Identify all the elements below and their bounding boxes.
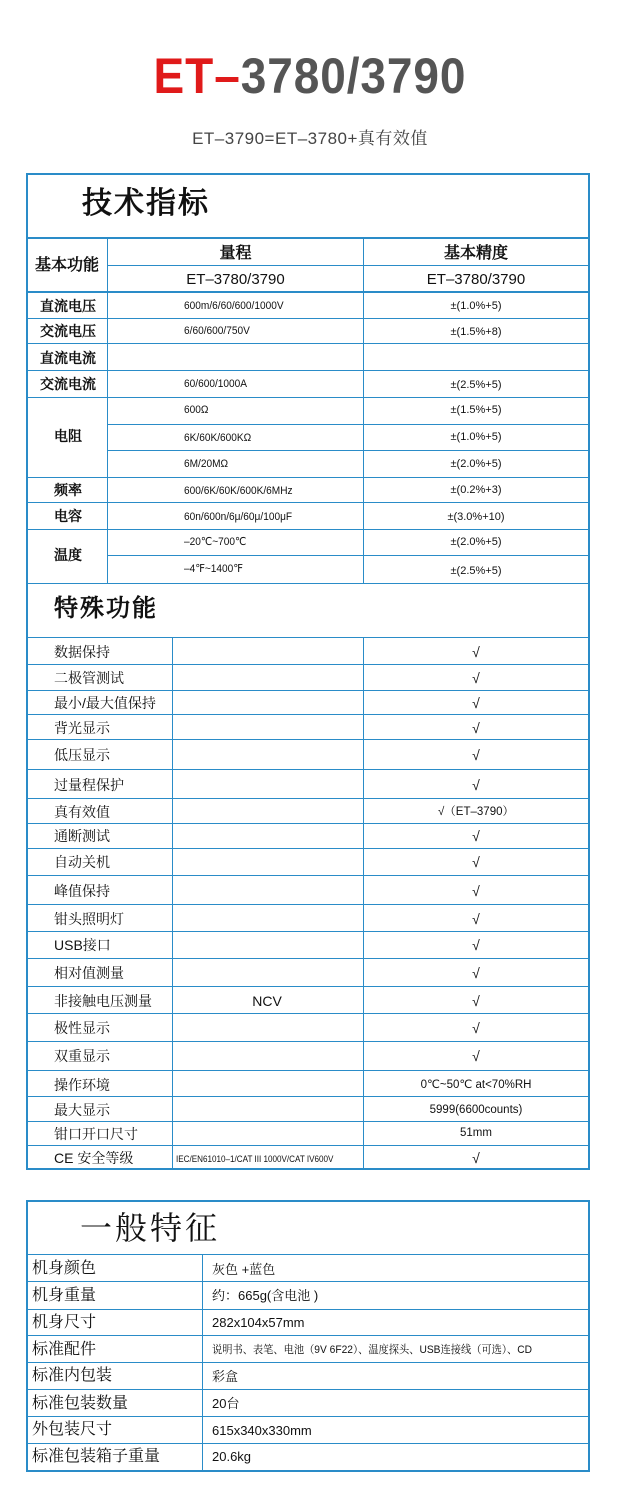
spec-range-capacitance: 60n/600n/6μ/60μ/100μF bbox=[184, 511, 293, 523]
spec-section-title: 技术指标 bbox=[82, 187, 210, 220]
general-label-box-weight: 标准包装箱子重量 bbox=[32, 1448, 161, 1465]
special-section-title: 特殊功能 bbox=[54, 595, 158, 622]
feature-label: 二极管测试 bbox=[54, 670, 124, 686]
feature-label: 过量程保护 bbox=[54, 777, 124, 793]
feature-label: 数据保持 bbox=[54, 644, 110, 660]
feature-check: √ bbox=[472, 670, 480, 686]
feature-label: 背光显示 bbox=[54, 720, 110, 736]
spec-accuracy-capacitance: ±(3.0%+10) bbox=[447, 511, 505, 523]
general-value-outer-size: 615x340x330mm bbox=[212, 1423, 312, 1438]
accuracy-model: ET–3780/3790 bbox=[426, 271, 526, 288]
spec-accuracy-resistance-1: ±(1.5%+5) bbox=[450, 404, 502, 416]
feature-label: 极性显示 bbox=[54, 1020, 110, 1036]
general-value-inner-package: 彩盒 bbox=[212, 1369, 239, 1384]
product-title bbox=[25, 44, 595, 108]
general-section-title: 一般特征 bbox=[80, 1210, 221, 1246]
row-line bbox=[28, 931, 588, 932]
general-label-size: 机身尺寸 bbox=[32, 1314, 97, 1331]
feature-label: CE 安全等级 bbox=[54, 1150, 134, 1166]
feature-label: 最大显示 bbox=[54, 1102, 110, 1118]
row-line bbox=[28, 958, 588, 959]
row-line bbox=[28, 848, 588, 849]
feature-check: √ bbox=[472, 937, 480, 953]
row-line bbox=[28, 1013, 588, 1014]
general-label-inner-package: 标准内包装 bbox=[32, 1367, 113, 1384]
row-line bbox=[28, 343, 588, 344]
feature-label: 峰值保持 bbox=[54, 883, 110, 899]
feature-label: 钳头照明灯 bbox=[54, 911, 124, 927]
product-subtitle: ET–3790=ET–3780+真有效值 bbox=[192, 129, 428, 148]
range-model: ET–3780/3790 bbox=[186, 271, 285, 288]
feature-label: 最小/最大值保持 bbox=[54, 695, 156, 711]
row-line bbox=[108, 424, 588, 425]
ncv-note: NCV bbox=[252, 993, 282, 1009]
row-line bbox=[28, 318, 588, 319]
row-line bbox=[28, 1121, 588, 1122]
general-value-accessories: 说明书、表笔、电池（9V 6F22）、温度探头、USB连接线（可选）、CD bbox=[212, 1344, 533, 1356]
feature-label: 操作环境 bbox=[54, 1077, 110, 1093]
feature-check: √ bbox=[472, 644, 480, 660]
feature-check: √ bbox=[472, 747, 480, 763]
general-top-line bbox=[28, 1254, 588, 1255]
spec-accuracy-ac-current: ±(2.5%+5) bbox=[450, 379, 502, 391]
row-line bbox=[28, 1335, 588, 1336]
header-mid-line bbox=[108, 265, 588, 266]
spec-label-ac-voltage: 交流电压 bbox=[40, 323, 96, 339]
spec-range-ac-voltage: 6/60/600/750V bbox=[184, 325, 250, 337]
row-line bbox=[108, 450, 588, 451]
spec-accuracy-resistance-2: ±(1.0%+5) bbox=[450, 431, 502, 443]
general-label-weight: 机身重量 bbox=[32, 1287, 97, 1304]
feature-check: √ bbox=[472, 965, 480, 981]
title-model: 3780/3790 bbox=[240, 48, 467, 104]
row-line bbox=[28, 1281, 588, 1282]
spec-label-resistance: 电阻 bbox=[54, 428, 82, 444]
spec-range-resistance-3: 6M/20MΩ bbox=[184, 458, 229, 470]
feature-label: 相对值测量 bbox=[54, 965, 124, 981]
general-value-weight: 约：665g(含电池 ) bbox=[212, 1288, 319, 1303]
spec-accuracy-temperature-c: ±(2.0%+5) bbox=[450, 536, 502, 548]
row-line bbox=[28, 477, 588, 478]
spec-label-capacitance: 电容 bbox=[54, 508, 82, 524]
feature-label: 双重显示 bbox=[54, 1048, 110, 1064]
feature-label: USB接口 bbox=[54, 937, 111, 953]
spec-bottom-line bbox=[26, 1168, 590, 1170]
feature-check: √ bbox=[472, 1020, 480, 1036]
feature-check: √ bbox=[472, 883, 480, 899]
row-line bbox=[28, 664, 588, 665]
row-line bbox=[28, 1096, 588, 1097]
row-line bbox=[28, 823, 588, 824]
spec-range-temperature-c: –20℃~700℃ bbox=[184, 536, 247, 548]
spec-header-top-line bbox=[26, 237, 590, 239]
spec-label-dc-current: 直流电流 bbox=[40, 350, 96, 366]
general-value-size: 282x104x57mm bbox=[212, 1315, 305, 1330]
row-line bbox=[28, 583, 588, 584]
general-label-package-qty: 标准包装数量 bbox=[32, 1395, 129, 1412]
spec-range-resistance-2: 6K/60K/600KΩ bbox=[184, 432, 252, 444]
spec-label-ac-current: 交流电流 bbox=[40, 376, 96, 392]
row-line bbox=[28, 904, 588, 905]
row-line bbox=[28, 1443, 588, 1444]
general-label-accessories: 标准配件 bbox=[32, 1341, 97, 1358]
feature-check: 51mm bbox=[460, 1127, 492, 1139]
row-line bbox=[28, 529, 588, 530]
range-header: 量程 bbox=[219, 245, 252, 262]
spec-accuracy-resistance-3: ±(2.0%+5) bbox=[450, 458, 502, 470]
feature-check: √ bbox=[472, 777, 480, 793]
feature-label: 通断测试 bbox=[54, 828, 110, 844]
header-bottom-line bbox=[26, 291, 590, 293]
spec-range-frequency: 600/6K/60K/600K/6MHz bbox=[184, 485, 293, 497]
title-dash: – bbox=[214, 48, 241, 104]
row-line bbox=[28, 502, 588, 503]
row-line bbox=[28, 875, 588, 876]
spec-label-dc-voltage: 直流电压 bbox=[40, 298, 96, 314]
feature-label: 低压显示 bbox=[54, 747, 110, 763]
feature-check: √ bbox=[472, 1048, 480, 1064]
feature-label: 自动关机 bbox=[54, 854, 110, 870]
general-label-color: 机身颜色 bbox=[32, 1260, 97, 1277]
row-line bbox=[28, 690, 588, 691]
spec-accuracy-frequency: ±(0.2%+3) bbox=[450, 484, 502, 496]
spec-accuracy-ac-voltage: ±(1.5%+8) bbox=[450, 326, 502, 338]
feature-check: √ bbox=[472, 911, 480, 927]
general-value-box-weight: 20.6kg bbox=[212, 1449, 252, 1464]
feature-check: √ bbox=[472, 854, 480, 870]
row-line bbox=[28, 397, 588, 398]
feature-check: √ bbox=[472, 1150, 480, 1166]
row-line bbox=[28, 1362, 588, 1363]
spec-range-resistance-1: 600Ω bbox=[184, 404, 209, 416]
ce-safety-note: IEC/EN61010–1/CAT III 1000V/CAT IV600V bbox=[176, 1154, 334, 1164]
general-value-color: 灰色 +蓝色 bbox=[212, 1262, 276, 1277]
spec-col-1 bbox=[107, 238, 108, 583]
general-value-package-qty: 20台 bbox=[212, 1396, 240, 1411]
special-top-line bbox=[28, 637, 588, 638]
row-line bbox=[28, 1041, 588, 1042]
spec-label-frequency: 频率 bbox=[54, 482, 82, 498]
feature-check: √（ET–3790） bbox=[438, 806, 514, 818]
basic-function-header: 基本功能 bbox=[34, 257, 99, 274]
feature-check: 5999(6600counts) bbox=[429, 1104, 523, 1116]
spec-range-temperature-f: –4℉~1400℉ bbox=[184, 563, 243, 575]
row-line bbox=[28, 1145, 588, 1146]
feature-label: 非接触电压测量 bbox=[54, 993, 152, 1009]
row-line bbox=[28, 986, 588, 987]
row-line bbox=[28, 769, 588, 770]
accuracy-header: 基本精度 bbox=[443, 245, 508, 262]
row-line bbox=[28, 714, 588, 715]
row-line bbox=[28, 739, 588, 740]
feature-label: 真有效值 bbox=[54, 804, 110, 820]
feature-check: 0℃~50℃ at<70%RH bbox=[420, 1079, 532, 1091]
general-label-outer-size: 外包装尺寸 bbox=[32, 1421, 113, 1438]
row-line bbox=[28, 1070, 588, 1071]
row-line bbox=[28, 798, 588, 799]
feature-check: √ bbox=[472, 828, 480, 844]
row-line bbox=[28, 1416, 588, 1417]
row-line bbox=[108, 555, 588, 556]
feature-check: √ bbox=[472, 720, 480, 736]
row-line bbox=[28, 1309, 588, 1310]
feature-check: √ bbox=[472, 695, 480, 711]
spec-range-dc-voltage: 600m/6/60/600/1000V bbox=[184, 300, 284, 312]
spec-accuracy-dc-voltage: ±(1.0%+5) bbox=[450, 300, 502, 312]
spec-range-ac-current: 60/600/1000A bbox=[184, 378, 248, 390]
row-line bbox=[28, 370, 588, 371]
feature-check: √ bbox=[472, 993, 480, 1009]
title-prefix: ET bbox=[153, 48, 215, 104]
feature-label: 钳口开口尺寸 bbox=[54, 1126, 138, 1142]
row-line bbox=[28, 1389, 588, 1390]
spec-label-temperature: 温度 bbox=[54, 547, 82, 563]
spec-accuracy-temperature-f: ±(2.5%+5) bbox=[450, 565, 502, 577]
